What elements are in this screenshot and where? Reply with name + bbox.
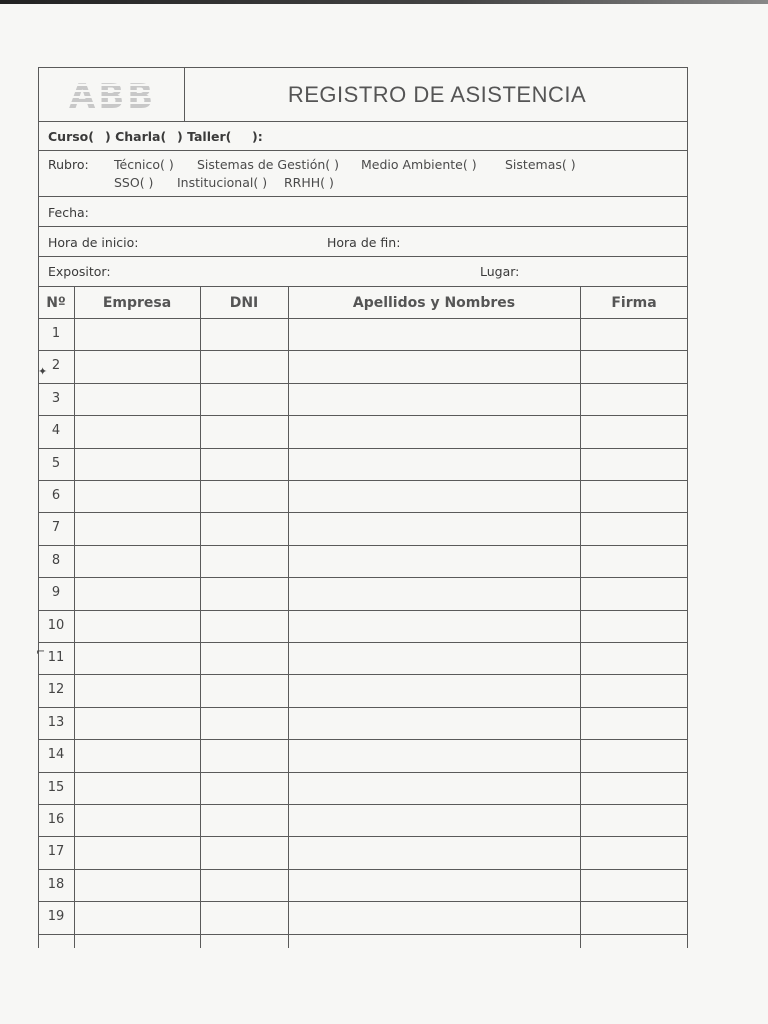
table-column-line: [74, 287, 75, 948]
scan-top-edge: [0, 0, 768, 4]
row-number: 7: [51, 520, 61, 535]
row-number: 9: [51, 585, 61, 600]
table-row-line: [38, 383, 688, 384]
row-number: 8: [51, 553, 61, 568]
fecha-row: [38, 197, 688, 227]
table-row-line: [38, 772, 688, 773]
abb-logo: ABB: [69, 77, 157, 117]
row-number: 12: [47, 682, 65, 697]
col-header-empresa: Empresa: [102, 294, 172, 311]
table-row-line: [38, 350, 688, 351]
rubro-row: [38, 151, 688, 197]
taller-label: ) Taller(: [177, 129, 232, 144]
row-number: 4: [51, 423, 61, 438]
rubro-label: Rubro:: [48, 157, 89, 172]
table-row-line: [38, 739, 688, 740]
table-row-line: [38, 901, 688, 902]
table-row-line: [38, 804, 688, 805]
scan-mark: ⌐: [36, 645, 46, 658]
rubro-sso: SSO( ): [114, 175, 154, 190]
table-header-line: [38, 318, 688, 319]
table-row-line: [38, 448, 688, 449]
rubro-sistemas: Sistemas( ): [505, 157, 576, 172]
table-row-line: [38, 869, 688, 870]
row-number: 1: [51, 326, 61, 341]
row-number: 17: [47, 844, 65, 859]
table-row-line: [38, 674, 688, 675]
table-column-line: [200, 287, 201, 948]
row-number: 3: [51, 391, 61, 406]
expositor-row: [38, 257, 688, 287]
row-number: 10: [47, 618, 65, 633]
table-column-line: [580, 287, 581, 948]
rubro-rrhh: RRHH( ): [284, 175, 334, 190]
row-number: 18: [47, 877, 65, 892]
col-header-dni: DNI: [229, 294, 259, 311]
charla-label: ) Charla(: [105, 129, 167, 144]
table-row-line: [38, 512, 688, 513]
taller-close: ):: [252, 129, 263, 144]
table-row-line: [38, 545, 688, 546]
col-header-nombres: Apellidos y Nombres: [352, 294, 516, 311]
expositor-label: Expositor:: [48, 264, 111, 279]
col-header-firma: Firma: [611, 294, 657, 311]
row-number: 15: [47, 780, 65, 795]
rubro-tecnico: Técnico( ): [114, 157, 174, 172]
table-row-line: [38, 836, 688, 837]
table-row-line: [38, 577, 688, 578]
row-number: 19: [47, 909, 65, 924]
fecha-label: Fecha:: [48, 205, 89, 220]
table-row-line: [38, 415, 688, 416]
rubro-medio-ambiente: Medio Ambiente( ): [361, 157, 477, 172]
scan-mark: ✦: [38, 365, 48, 378]
form-title: REGISTRO DE ASISTENCIA: [287, 82, 587, 107]
tipo-row: [38, 122, 688, 151]
row-number: 13: [47, 715, 65, 730]
hora-row: [38, 227, 688, 257]
attendance-table: [38, 287, 688, 948]
curso-label: Curso(: [48, 129, 94, 144]
table-row-line: [38, 642, 688, 643]
row-number: 14: [47, 747, 65, 762]
row-number: 5: [51, 456, 61, 471]
table-row-line: [38, 707, 688, 708]
logo-cell: [39, 68, 185, 122]
row-number: 6: [51, 488, 61, 503]
row-number: 16: [47, 812, 65, 827]
table-row-line: [38, 480, 688, 481]
row-number: 2: [51, 358, 61, 373]
rubro-institucional: Institucional( ): [177, 175, 268, 190]
table-row-line: [38, 610, 688, 611]
hora-fin-label: Hora de fin:: [327, 235, 401, 250]
table-column-line: [687, 287, 688, 948]
table-row-line: [38, 934, 688, 935]
row-number: 11: [47, 650, 65, 665]
table-column-line: [288, 287, 289, 948]
col-header-numero: Nº: [46, 294, 66, 311]
attendance-form: [38, 67, 690, 948]
rubro-sistemas-gestion: Sistemas de Gestión( ): [197, 157, 339, 172]
hora-inicio-label: Hora de inicio:: [48, 235, 139, 250]
form-header: [38, 67, 688, 122]
lugar-label: Lugar:: [480, 264, 520, 279]
